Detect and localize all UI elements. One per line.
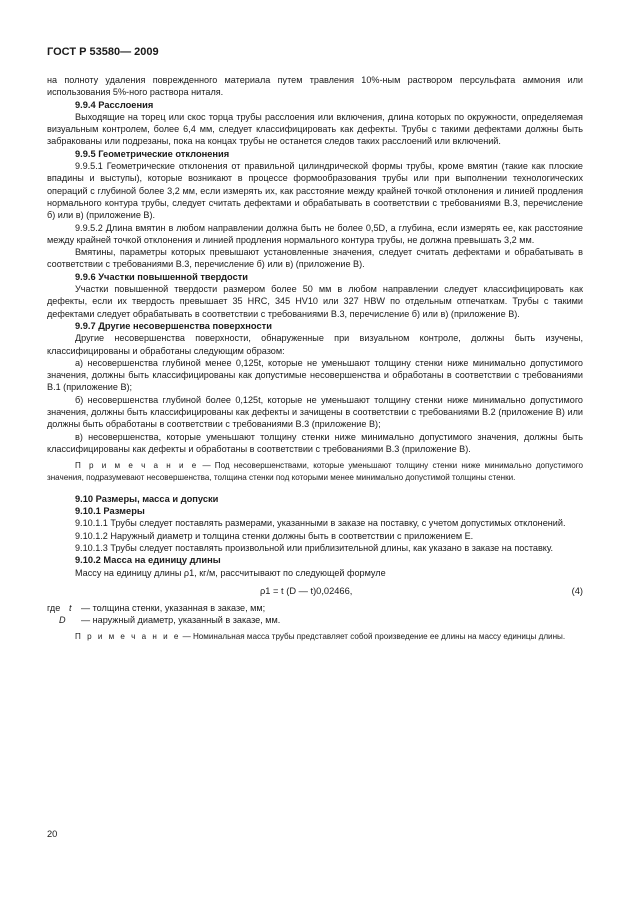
note-label: П р и м е ч а н и е [75, 461, 199, 471]
note-label: П р и м е ч а н и е [75, 632, 181, 642]
note [47, 460, 583, 483]
paragraph: 9.9.5.1 Геометрические отклонения от правильной цилиндрической формы трубы, кроме вмятин (такие как плоские впадины и выступы), которые возникают в процессе формообразования трубы или при выполнении технологических операций с глубиной более 3,2 мм, если измерять их, как расстояние между крайней точкой отклонения и линией продления нормального контура трубы, следует считать дефектами и обрабатывать в соответствии с требованиями В.3, перечисление б) или в) (приложение В). [47, 161, 583, 221]
legend-definition: — наружный диаметр, указанный в заказе, мм. [81, 615, 281, 626]
section-heading: 9.10.1 Размеры [75, 506, 145, 517]
section-heading: 9.9.4 Расслоения [75, 99, 154, 110]
document-page [47, 46, 583, 643]
paragraph: 9.9.5.2 Длина вмятин в любом направлении должна быть не более 0,5D, а глубина, если измерять ее, как расстояние между крайней точкой отклонения и линией продления нормального контура трубы, не должна превышать 3,2 мм. [47, 222, 583, 245]
final-note [47, 631, 583, 642]
paragraph: Массу на единицу длины ρ1, кг/м, рассчитывают по следующей формуле [75, 567, 386, 578]
paragraph: Выходящие на торец или скос торца трубы расслоения или включения, длина которых по окружности, определяемая визуальным контролем, более 6,4 мм, следует классифицировать как дефекты. Трубы с такими дефектами должны быть забракованы или подрезаны, пока на концах трубы не останется следов таких расслоений или включений. [47, 111, 583, 147]
formula-legend [47, 602, 583, 627]
paragraph: в) несовершенства, которые уменьшают толщину стенки ниже минимально допустимого значения, должны быть классифицированы как дефекты и обработаны в соответствии с требованиями В.3 (приложение В). [47, 431, 583, 454]
section-heading: 9.10 Размеры, масса и допуски [75, 493, 219, 504]
section-heading: 9.9.5 Геометрические отклонения [75, 148, 230, 159]
legend-lead: где [47, 602, 61, 613]
paragraph: 9.10.1.1 Трубы следует поставлять размерами, указанными в заказе на поставку, с учетом допустимых отклонений. [75, 518, 566, 529]
page-number: 20 [47, 829, 58, 839]
section-heading: 9.9.7 Другие несовершенства поверхности [75, 320, 272, 331]
legend-row [47, 602, 583, 614]
paragraph: а) несовершенства глубиной менее 0,125t, которые не уменьшают толщину стенки ниже минимально допустимого значения, должны быть классифицированы как допустимые несовершенства и обработаны в соответствии с требованиями В.1 (приложение В); [47, 357, 583, 393]
section-gap [47, 483, 583, 493]
paragraph: б) несовершенства глубиной более 0,125t, которые не уменьшают толщину стенки ниже минимально допустимого значения, должны быть классифицированы как дефекты и зачищены в соответствии с требованиями В.2 (приложение В) или должны быть обработаны в соответствии с требованиями В.3 (приложение В); [47, 394, 583, 430]
legend-symbol: D [59, 615, 66, 626]
section-heading: 9.10.2 Масса на единицу длины [75, 555, 221, 566]
paragraph: Участки повышенной твердости размером более 50 мм в любом направлении следует классифицировать как дефекты, если их твердость превышает 35 HRC, 345 HV10 или 327 HBW по отдельным отпечаткам. Трубы с такими дефектами следует обрабатывать в соответствии с требованиями В.3, перечисление б) или в) (приложение В). [47, 284, 583, 319]
formula-expression: ρ1 = t (D — t)0,02466, [260, 585, 353, 596]
note-text: — Номинальная масса трубы представляет собой произведение ее длины на массу единицы длины. [180, 632, 566, 642]
paragraph: Другие несовершенства поверхности, обнаруженные при визуальном контроле, должны быть изучены, классифицированы и обработаны следующим образом: [47, 333, 583, 356]
paragraph: Вмятины, параметры которых превышают установленные значения, следует считать дефектами и обрабатывать в соответствии с требованиями В.3, перечисление б) или в) (приложение В). [47, 247, 583, 270]
paragraph: 9.10.1.3 Трубы следует поставлять произвольной или приблизительной длины, как указано в заказе на поставку. [75, 542, 554, 553]
formula-4 [47, 583, 583, 598]
document-body [47, 74, 583, 579]
note-text: — Под несовершенствами, которые уменьшают толщину стенки ниже минимально допустимого значения, подразумевают несовершенства, толщина стенки под которыми менее минимально допустимой толщины стенки. [47, 461, 584, 482]
legend-definition: — толщина стенки, указанная в заказе, мм; [81, 602, 266, 613]
section-heading: 9.9.6 Участки повышенной твердости [75, 271, 249, 282]
paragraph: 9.10.1.2 Наружный диаметр и толщина стенки должны быть в соответствии с приложением Е. [75, 530, 474, 541]
paragraph: на полноту удаления поврежденного материала путем травления 10%-ным раствором персульфата аммония или использования 5%-ного раствора нитaля. [47, 75, 583, 98]
legend-symbol: t [69, 602, 72, 613]
legend-row [47, 614, 583, 626]
formula-number: (4) [571, 585, 583, 596]
standard-header: ГОСТ Р 53580— 2009 [47, 46, 159, 58]
